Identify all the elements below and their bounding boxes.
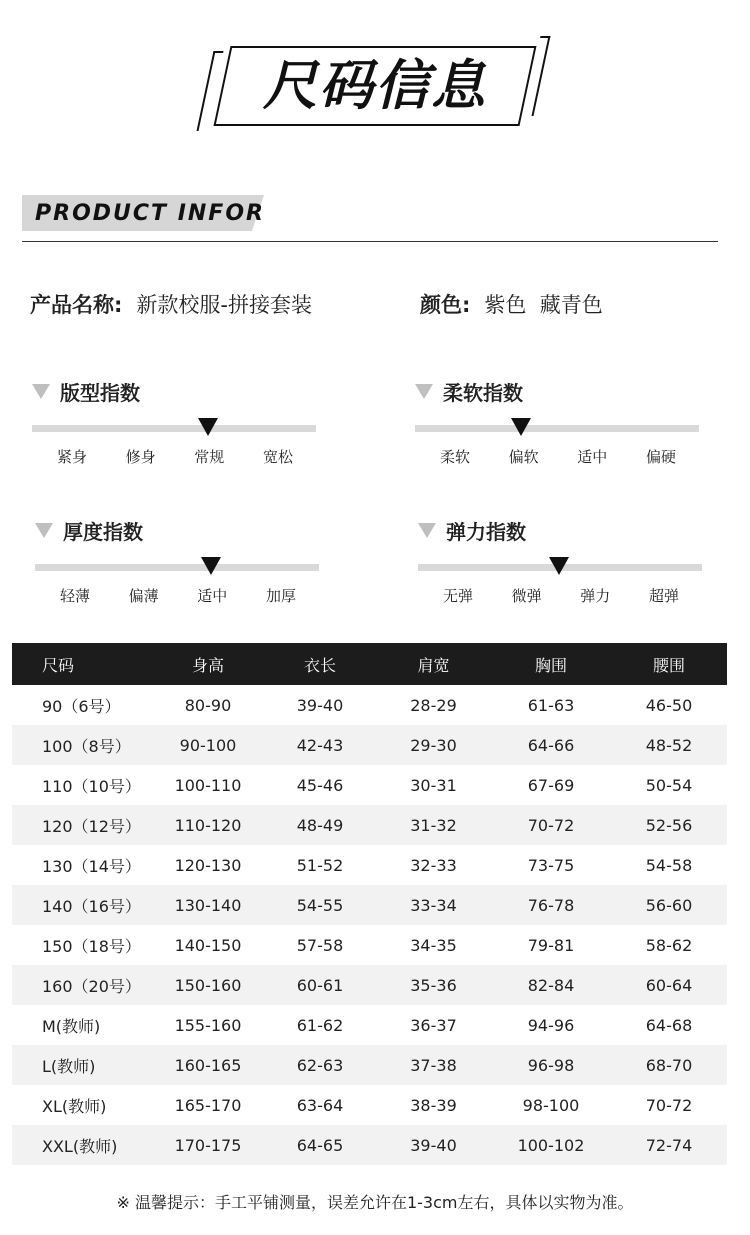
softness-option: 偏硬 — [645, 448, 676, 466]
table-cell: 45-46 — [296, 775, 344, 795]
elasticity-index-title: 弹力指数 — [446, 519, 526, 544]
header-waist: 腰围 — [611, 643, 727, 685]
table-cell: 72-74 — [611, 1125, 727, 1165]
header-chest: 胸围 — [491, 643, 611, 685]
header-shoulder: 肩宽 — [376, 643, 491, 685]
table-cell: XL(教师) — [42, 1096, 107, 1116]
table-cell: 64-66 — [491, 725, 611, 765]
table-row — [12, 1125, 727, 1165]
table-row — [12, 685, 727, 725]
elasticity-index — [418, 515, 708, 615]
table-row — [12, 1005, 727, 1045]
fit-index — [32, 376, 322, 476]
table-row — [12, 845, 727, 885]
table-cell: 30-31 — [410, 775, 457, 795]
thickness-option: 加厚 — [265, 587, 296, 605]
table-cell: 160（20号） — [12, 965, 152, 1005]
table-cell: 54-55 — [264, 885, 376, 925]
header-size: 尺码 — [12, 643, 152, 685]
thickness-option: 偏薄 — [128, 587, 159, 605]
triangle-down-icon — [35, 523, 53, 538]
table-cell: 31-32 — [376, 805, 491, 845]
table-cell: 50-54 — [645, 775, 693, 795]
product-name-label: 产品名称: — [30, 293, 123, 317]
elasticity-option: 微弹 — [511, 587, 542, 605]
table-cell: 110-120 — [152, 805, 264, 845]
footnote: ※ 温馨提示：手工平铺测量，误差允许在1-3cm左右，具体以实物为准。 — [116, 1193, 634, 1212]
table-cell: 63-64 — [296, 1095, 344, 1115]
table-cell: 76-78 — [491, 885, 611, 925]
product-color-label: 颜色: — [420, 293, 471, 317]
table-cell: 160-165 — [152, 1045, 264, 1085]
softness-index-options — [415, 446, 699, 467]
table-row — [12, 805, 727, 845]
thickness-index-bar — [35, 564, 319, 571]
softness-option: 偏软 — [508, 448, 539, 466]
fit-option: 紧身 — [56, 448, 87, 466]
table-cell: 34-35 — [410, 935, 457, 955]
elasticity-option: 超弹 — [648, 587, 679, 605]
softness-index — [415, 376, 705, 476]
table-cell: 67-69 — [527, 775, 575, 795]
elasticity-index-options — [418, 585, 702, 606]
table-cell: 37-38 — [376, 1045, 491, 1085]
softness-option: 适中 — [577, 448, 608, 466]
section-header: PRODUCT INFOR — [35, 201, 265, 226]
table-cell: 68-70 — [611, 1045, 727, 1085]
table-cell: L(教师) — [12, 1045, 152, 1085]
table-cell: 140-150 — [174, 935, 242, 955]
triangle-down-icon — [415, 384, 433, 399]
table-cell: 94-96 — [527, 1015, 575, 1035]
table-cell: 82-84 — [491, 965, 611, 1005]
elasticity-index-marker — [549, 557, 569, 575]
table-cell: 120（12号） — [12, 805, 152, 845]
table-cell: 35-36 — [376, 965, 491, 1005]
table-cell: 98-100 — [522, 1095, 580, 1115]
table-cell: 51-52 — [296, 855, 344, 875]
table-cell: 58-62 — [645, 935, 693, 955]
fit-option: 宽松 — [262, 448, 293, 466]
product-color-value: 紫色 藏青色 — [484, 293, 603, 317]
table-row — [12, 1045, 727, 1085]
table-cell: 61-62 — [296, 1015, 344, 1035]
table-cell: 73-75 — [527, 855, 575, 875]
header-length: 衣长 — [264, 643, 376, 685]
table-cell: 39-40 — [376, 1125, 491, 1165]
elasticity-option: 弹力 — [580, 587, 611, 605]
table-cell: 165-170 — [174, 1095, 242, 1115]
table-cell: 140（16号） — [12, 885, 152, 925]
table-cell: 120-130 — [174, 855, 242, 875]
table-cell: 56-60 — [611, 885, 727, 925]
table-cell: 54-58 — [645, 855, 693, 875]
softness-index-title: 柔软指数 — [443, 380, 523, 405]
table-cell: 60-61 — [264, 965, 376, 1005]
table-cell: 57-58 — [296, 935, 344, 955]
table-cell: 100（8号） — [12, 725, 152, 765]
table-cell: 110（10号） — [42, 776, 141, 796]
table-cell: 52-56 — [611, 805, 727, 845]
table-row — [12, 725, 727, 765]
page-title: 尺码信息 — [263, 54, 487, 117]
table-cell: 48-49 — [264, 805, 376, 845]
table-cell: 130（14号） — [42, 856, 141, 876]
product-name-row — [30, 290, 312, 320]
table-cell: M(教师) — [42, 1016, 101, 1036]
thickness-index-header — [35, 515, 143, 545]
table-cell: 42-43 — [264, 725, 376, 765]
table-cell: 60-64 — [611, 965, 727, 1005]
fit-option: 常规 — [194, 448, 225, 466]
table-row — [12, 1085, 727, 1125]
section-divider — [22, 241, 718, 242]
fit-index-marker — [198, 418, 218, 436]
table-cell: 61-63 — [527, 695, 575, 715]
thickness-index — [35, 515, 325, 615]
table-cell: 130-140 — [152, 885, 264, 925]
header-height: 身高 — [152, 643, 264, 685]
thickness-option: 轻薄 — [59, 587, 90, 605]
table-cell: 150（18号） — [42, 936, 141, 956]
elasticity-index-header — [418, 515, 526, 545]
table-cell: 100-110 — [174, 775, 242, 795]
table-cell: 90-100 — [152, 725, 264, 765]
fit-index-bar — [32, 425, 316, 432]
table-cell: 150-160 — [152, 965, 264, 1005]
table-cell: 80-90 — [184, 695, 232, 715]
table-cell: 70-72 — [491, 805, 611, 845]
table-cell: 90（6号） — [42, 696, 121, 716]
thickness-index-options — [35, 585, 319, 606]
thickness-option: 适中 — [197, 587, 228, 605]
table-cell: 170-175 — [152, 1125, 264, 1165]
title-banner — [200, 36, 545, 136]
thickness-index-title: 厚度指数 — [63, 519, 143, 544]
table-cell: 100-102 — [491, 1125, 611, 1165]
table-cell: 36-37 — [410, 1015, 457, 1035]
table-cell: 70-72 — [645, 1095, 693, 1115]
table-cell: 28-29 — [410, 695, 457, 715]
table-row — [12, 925, 727, 965]
thickness-index-marker — [201, 557, 221, 575]
triangle-down-icon — [32, 384, 50, 399]
table-cell: 79-81 — [527, 935, 575, 955]
table-cell: 64-65 — [264, 1125, 376, 1165]
table-cell: 48-52 — [611, 725, 727, 765]
fit-index-title: 版型指数 — [60, 380, 140, 405]
table-cell: 29-30 — [376, 725, 491, 765]
fit-option: 修身 — [125, 448, 156, 466]
softness-index-bar — [415, 425, 699, 432]
elasticity-option: 无弹 — [442, 587, 473, 605]
table-cell: 33-34 — [376, 885, 491, 925]
triangle-down-icon — [418, 523, 436, 538]
softness-option: 柔软 — [439, 448, 470, 466]
size-table — [12, 643, 727, 1165]
table-cell: 64-68 — [645, 1015, 693, 1035]
table-cell: 155-160 — [174, 1015, 242, 1035]
size-table-header-row — [12, 643, 727, 685]
table-row — [12, 965, 727, 1005]
table-cell: 32-33 — [410, 855, 457, 875]
product-name-value: 新款校服-拼接套装 — [136, 293, 312, 317]
fit-index-options — [32, 446, 316, 467]
size-table-body — [12, 685, 727, 1165]
fit-index-header — [32, 376, 140, 406]
softness-index-header — [415, 376, 523, 406]
softness-index-marker — [511, 418, 531, 436]
table-cell: 39-40 — [296, 695, 344, 715]
table-cell: XXL(教师) — [12, 1125, 152, 1165]
table-cell: 96-98 — [491, 1045, 611, 1085]
product-color-row — [420, 290, 603, 320]
table-row — [12, 885, 727, 925]
table-cell: 38-39 — [410, 1095, 457, 1115]
table-row — [12, 765, 727, 805]
table-cell: 62-63 — [264, 1045, 376, 1085]
table-cell: 46-50 — [645, 695, 693, 715]
